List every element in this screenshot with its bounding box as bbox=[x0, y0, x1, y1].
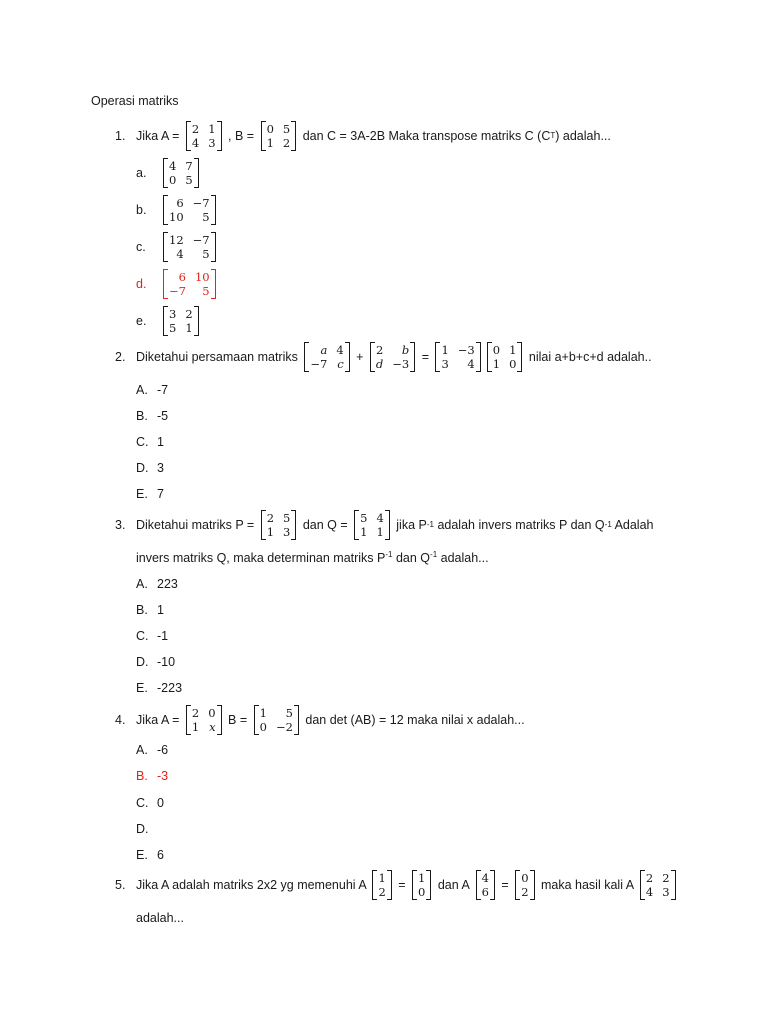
matrix-cell: 4 bbox=[481, 871, 489, 885]
matrix-cell: 0 bbox=[418, 885, 426, 899]
vector bbox=[476, 870, 495, 900]
matrix-grid bbox=[440, 342, 475, 372]
matrix-cell: 10 bbox=[169, 210, 184, 224]
bracket-right bbox=[410, 342, 415, 372]
question-text: = bbox=[497, 878, 513, 892]
matrix-cell: 5 bbox=[202, 284, 210, 298]
matrix-cell: x bbox=[209, 720, 216, 734]
option-label: A. bbox=[136, 743, 148, 757]
option-matrix bbox=[163, 158, 199, 188]
matrix bbox=[487, 342, 523, 372]
matrix-cell: d bbox=[375, 357, 384, 371]
option-label: c. bbox=[136, 240, 146, 254]
matrix-cell: −7 bbox=[310, 357, 328, 371]
option-text: -223 bbox=[157, 681, 183, 695]
question-number: 5. bbox=[115, 878, 126, 892]
question-text: , B = bbox=[224, 129, 258, 143]
matrix-grid bbox=[168, 269, 211, 299]
bracket-right bbox=[517, 342, 522, 372]
matrix-cell: −7 bbox=[192, 196, 210, 210]
question-number: 1. bbox=[115, 129, 126, 143]
matrix-cell: 6 bbox=[176, 196, 184, 210]
matrix-cell: 4 bbox=[336, 343, 344, 357]
matrix-cell: 5 bbox=[283, 511, 291, 525]
matrix-cell: 5 bbox=[169, 321, 177, 335]
bracket-right bbox=[217, 121, 222, 151]
matrix-grid bbox=[259, 705, 294, 735]
option-label: C. bbox=[136, 796, 149, 810]
matrix-grid bbox=[168, 158, 194, 188]
bracket-right bbox=[211, 232, 216, 262]
matrix-cell: 5 bbox=[185, 173, 193, 187]
bracket-right bbox=[385, 510, 390, 540]
vector bbox=[412, 870, 431, 900]
matrix-cell: 2 bbox=[521, 885, 529, 899]
matrix-cell: 12 bbox=[169, 233, 184, 247]
question-text: Jika A adalah matriks 2x2 yg memenuhi A bbox=[136, 878, 370, 892]
matrix-cell: 2 bbox=[282, 136, 291, 150]
matrix-cell: 1 bbox=[266, 136, 274, 150]
option-label: D. bbox=[136, 461, 149, 475]
matrix-grid bbox=[168, 195, 211, 225]
matrix-cell: 0 bbox=[259, 720, 267, 734]
option-text: 1 bbox=[157, 603, 164, 617]
matrix-cell: −3 bbox=[392, 357, 410, 371]
matrix-cell: 3 bbox=[662, 885, 670, 899]
matrix-cell: 1 bbox=[185, 321, 193, 335]
option-text: -5 bbox=[157, 409, 169, 423]
matrix-cell: 0 bbox=[208, 706, 216, 720]
matrix-grid bbox=[375, 342, 410, 372]
matrix-cell: 4 bbox=[191, 136, 200, 150]
question-number: 3. bbox=[115, 518, 126, 532]
option-text: -3 bbox=[157, 769, 169, 783]
option-text: -6 bbox=[157, 743, 169, 757]
matrix-cell: 1 bbox=[441, 343, 449, 357]
matrix-cell: 0 bbox=[169, 173, 177, 187]
question-text: Adalah bbox=[611, 518, 654, 532]
matrix-cell: 1 bbox=[418, 871, 426, 885]
question-text: Jika A = bbox=[136, 129, 183, 143]
matrix-b bbox=[261, 121, 297, 151]
matrix-cell: 5 bbox=[285, 706, 293, 720]
matrix-cell: 1 bbox=[376, 525, 384, 539]
matrix-grid bbox=[481, 870, 490, 900]
matrix-cell: 0 bbox=[266, 122, 274, 136]
matrix-cell: 10 bbox=[194, 270, 210, 284]
matrix-cell: 3 bbox=[169, 307, 177, 321]
matrix-cell: 5 bbox=[202, 210, 210, 224]
matrix-grid bbox=[266, 510, 292, 540]
matrix-cell: −7 bbox=[192, 233, 210, 247]
option-matrix bbox=[163, 269, 216, 299]
matrix-cell: 2 bbox=[185, 307, 193, 321]
option-label: A. bbox=[136, 577, 148, 591]
matrix-cell: 1 bbox=[266, 525, 275, 539]
matrix-cell: 1 bbox=[259, 706, 267, 720]
matrix-cell: 6 bbox=[178, 270, 186, 284]
bracket-right bbox=[291, 121, 296, 151]
option-text: -10 bbox=[157, 655, 176, 669]
matrix-cell: 5 bbox=[282, 122, 291, 136]
matrix-cell: −3 bbox=[457, 343, 475, 357]
question-text: dan Q bbox=[392, 551, 431, 565]
matrix-b bbox=[254, 705, 299, 735]
matrix-grid bbox=[266, 121, 292, 151]
question-text: adalah invers matriks P dan Q bbox=[433, 518, 605, 532]
question-text: maka hasil kali A bbox=[537, 878, 637, 892]
option-text: 7 bbox=[157, 487, 164, 501]
matrix-cell: 1 bbox=[509, 343, 517, 357]
matrix-grid bbox=[309, 342, 344, 372]
option-text: 6 bbox=[157, 848, 164, 862]
bracket-right bbox=[671, 870, 676, 900]
question-number: 4. bbox=[115, 713, 126, 727]
question-text: dan C = 3A-2B Maka transpose matriks C (C bbox=[299, 129, 551, 143]
bracket-right bbox=[194, 306, 199, 336]
matrix-grid bbox=[191, 705, 217, 735]
option-matrix bbox=[163, 232, 216, 262]
bracket-right bbox=[211, 195, 216, 225]
matrix-cell: 6 bbox=[481, 885, 489, 899]
option-label: E. bbox=[136, 681, 148, 695]
matrix-cell: 2 bbox=[191, 706, 200, 720]
option-label: B. bbox=[136, 603, 148, 617]
matrix-grid bbox=[191, 121, 217, 151]
matrix-cell: 2 bbox=[645, 871, 654, 885]
bracket-right bbox=[490, 870, 495, 900]
option-text: 0 bbox=[157, 796, 164, 810]
matrix-cell: 4 bbox=[645, 885, 654, 899]
matrix-cell: 4 bbox=[169, 159, 177, 173]
question-text: dan A bbox=[434, 878, 473, 892]
question-text: Diketahui matriks P = bbox=[136, 518, 258, 532]
option-label: d. bbox=[136, 277, 147, 291]
matrix-cell: 2 bbox=[191, 122, 200, 136]
matrix-cell: 1 bbox=[492, 357, 501, 371]
option-label: E. bbox=[136, 848, 148, 862]
matrix-cell: 7 bbox=[185, 159, 193, 173]
question-text: Jika A = bbox=[136, 713, 183, 727]
matrix-cell: 1 bbox=[378, 871, 386, 885]
matrix-cell: a bbox=[320, 343, 328, 357]
bracket-right bbox=[211, 269, 216, 299]
matrix bbox=[370, 342, 415, 372]
question-text: adalah... bbox=[437, 551, 489, 565]
vector bbox=[515, 870, 534, 900]
matrix-cell: 2 bbox=[266, 511, 275, 525]
bracket-right bbox=[387, 870, 392, 900]
matrix-cell: 1 bbox=[360, 525, 368, 539]
question-text-line bbox=[136, 550, 489, 566]
option-text: 3 bbox=[157, 461, 164, 475]
matrix-cell: 5 bbox=[360, 511, 368, 525]
matrix-cell: −2 bbox=[275, 720, 293, 734]
matrix-grid bbox=[377, 870, 386, 900]
question-text: dan Q = bbox=[299, 518, 352, 532]
matrix-cell: b bbox=[401, 343, 410, 357]
matrix-a bbox=[186, 121, 222, 151]
matrix-cell: c bbox=[337, 357, 344, 371]
bracket-right bbox=[345, 342, 350, 372]
question-text: invers matriks Q, maka determinan matriks P bbox=[136, 551, 386, 565]
matrix-cell: 2 bbox=[378, 885, 386, 899]
option-label: C. bbox=[136, 435, 149, 449]
option-text: 223 bbox=[157, 577, 178, 591]
question-text: = bbox=[394, 878, 410, 892]
option-text: -7 bbox=[157, 383, 169, 397]
matrix-cell: 4 bbox=[376, 511, 384, 525]
matrix-grid bbox=[492, 342, 518, 372]
page-title: Operasi matriks bbox=[91, 94, 179, 108]
superscript: -1 bbox=[385, 550, 393, 559]
option-label: D. bbox=[136, 822, 149, 836]
question-text: jika P bbox=[392, 518, 427, 532]
option-matrix bbox=[163, 306, 199, 336]
option-label: e. bbox=[136, 314, 147, 328]
matrix-cell: 3 bbox=[441, 357, 449, 371]
question-text: + bbox=[352, 350, 367, 364]
question-number: 2. bbox=[115, 350, 126, 364]
bracket-right bbox=[217, 705, 222, 735]
matrix-grid bbox=[359, 510, 385, 540]
matrix-grid bbox=[645, 870, 671, 900]
option-label: E. bbox=[136, 487, 148, 501]
bracket-right bbox=[294, 705, 299, 735]
option-label: B. bbox=[136, 769, 148, 783]
question-text: nilai a+b+c+d adalah.. bbox=[525, 350, 652, 364]
matrix bbox=[435, 342, 480, 372]
option-label: b. bbox=[136, 203, 147, 217]
bracket-right bbox=[476, 342, 481, 372]
option-label: C. bbox=[136, 629, 149, 643]
matrix-cell: 1 bbox=[191, 720, 200, 734]
matrix-a bbox=[186, 705, 222, 735]
matrix-grid bbox=[520, 870, 529, 900]
vector bbox=[372, 870, 391, 900]
matrix-cell: 2 bbox=[662, 871, 670, 885]
question-text: = bbox=[418, 350, 433, 364]
matrix-grid bbox=[168, 232, 211, 262]
option-label: D. bbox=[136, 655, 149, 669]
option-label: a. bbox=[136, 166, 147, 180]
matrix-cell: 5 bbox=[202, 247, 210, 261]
matrix-grid bbox=[417, 870, 426, 900]
matrix-cell: 3 bbox=[208, 136, 216, 150]
matrix-cell: 3 bbox=[283, 525, 291, 539]
matrix bbox=[304, 342, 349, 372]
matrix-cell: 1 bbox=[208, 122, 216, 136]
matrix-cell: 4 bbox=[467, 357, 475, 371]
matrix-grid bbox=[168, 306, 194, 336]
superscript: -1 bbox=[430, 550, 438, 559]
question-text: Diketahui persamaan matriks bbox=[136, 350, 302, 364]
question-text: adalah... bbox=[136, 911, 184, 925]
matrix-cell: 0 bbox=[492, 343, 501, 357]
matrix-cell: −7 bbox=[169, 284, 186, 298]
matrix bbox=[640, 870, 676, 900]
option-matrix bbox=[163, 195, 216, 225]
matrix-cell: 0 bbox=[509, 357, 517, 371]
matrix-cell: 0 bbox=[521, 871, 529, 885]
matrix-cell: 4 bbox=[176, 247, 184, 261]
matrix-cell: 2 bbox=[375, 343, 384, 357]
matrix-q bbox=[354, 510, 390, 540]
bracket-right bbox=[291, 510, 296, 540]
option-text: -1 bbox=[157, 629, 169, 643]
matrix-p bbox=[261, 510, 297, 540]
option-label: A. bbox=[136, 383, 148, 397]
question-text: dan det (AB) = 12 maka nilai x adalah... bbox=[301, 713, 525, 727]
bracket-right bbox=[194, 158, 199, 188]
question-text: B = bbox=[224, 713, 251, 727]
option-text: 1 bbox=[157, 435, 164, 449]
bracket-right bbox=[530, 870, 535, 900]
question-text: ) adalah... bbox=[555, 129, 611, 143]
bracket-right bbox=[426, 870, 431, 900]
option-label: B. bbox=[136, 409, 148, 423]
